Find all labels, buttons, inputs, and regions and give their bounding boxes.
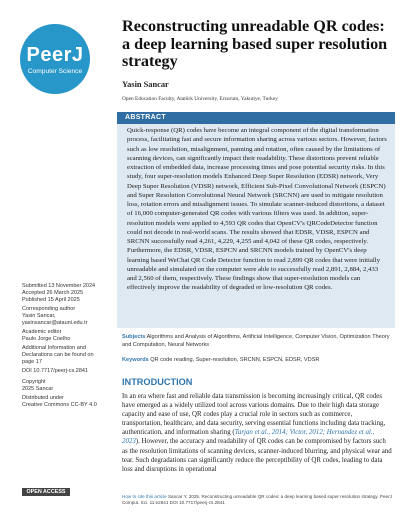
citation-footer xyxy=(122,494,392,506)
author-name[interactable]: Yasin Sancar xyxy=(122,80,169,89)
keywords-line xyxy=(122,357,392,363)
citation-text: Sancar Y. 2025. Reconstructing unreadable QR codes: a deep learning based super resolution strategy. PeerJ Comput. Sci. 11:e2841 DOI 10.7717/peerj-cs.2841 xyxy=(122,494,392,505)
article-info-sidebar xyxy=(22,283,112,409)
intro-text-part-2: ). However, the accuracy and readability of QR codes can be compromised by factors such as the resolution limitations of scanning devices, scanner-induced blurring, and physical wear and tear. Such degradations can significantly reduce the perceptibility of QR codes, leading to data loss and disruptions in operational xyxy=(122,438,392,473)
license-link[interactable]: Creative Commons CC-BY 4.0 xyxy=(22,402,97,408)
introduction-heading: INTRODUCTION xyxy=(122,377,193,387)
copyright-label: Copyright xyxy=(22,379,46,385)
copyright-holder: 2025 Sancar xyxy=(22,386,54,392)
accepted-date: Accepted 26 March 2025 xyxy=(22,290,84,296)
keywords-text: QR code reading, Super-resolution, SRCNN, ESPCN, EDSR, VDSR xyxy=(150,357,320,363)
author-affiliation: Open Education Faculty, Atatürk University, Erzurum, Yakutiye, Turkey xyxy=(122,96,278,102)
intro-text-part-1: In an era where fast and reliable data transmission is becoming increasingly critical, QR codes have emerged as a widely utilized tool across various domains. Due to their high data storage capacity and ease of use, QR codes play a crucial role in sectors such as commerce, transportation, healthcare, and data security, serving essential functions including data tracking, authentication, and information sharing ( xyxy=(122,393,386,437)
subjects-text[interactable]: Algorithms and Analysis of Algorithms, Artificial Intelligence, Computer Vision, Optimization Theory and Computation, Neural Networks xyxy=(122,334,390,348)
additional-info-line-2[interactable]: Declarations can be found on xyxy=(22,352,94,358)
peerj-logo xyxy=(20,24,90,100)
abstract-text: Quick-response (QR) codes have become an integral component of the digital transformation process, facilitating fast and secure information sharing across various sectors. However, factors such as low resolution, misalignment, panning and rotation, often caused by the limitations of scanning devices, can significantly impact their readability. These distortions prevent reliable extraction of embedded data, increase processing times and pose potential security risks. In this study, four super-resolution models Enhanced Deep Super Resolution (EDSR) network, Very Deep Super Resolution (VDSR) network, Efficient Sub-Pixel Convolutional Network (ESPCN) and Super Resolution Convolutional Neural Network (SRCNN) are used to mitigate resolution loss, rotation errors and misalignment issues. To simulate scanner-induced distortions, a dataset of 16,000 computer-generated QR codes with various filters was used. In addition, super-resolution models were applied to 4,593 QR codes that OpenCV's QRCodeDetector function could not decode in real-world scans. The results showed that EDSR, VDSR, ESPCN and SRCNN successfully read 4,261, 4,229, 4,255 and 4,042 of these QR codes, respectively. Furthermore, the EDSR, VDSR, ESPCN and SRCNN models trained by OpenCV's deep learning based WeChat QR Code Detector function to read 2,899 QR codes that were initially unreadable and simulated on the computer were able to successfully read 2,891, 2,884, 2,433 and 2,560 of them, respectively. These findings show that super-resolution models can effectively improve the readability of degraded or low-resolution QR codes. xyxy=(127,127,387,292)
doi-link[interactable]: DOI 10.7717/peerj-cs.2841 xyxy=(22,368,89,374)
how-to-cite-link[interactable]: How to cite this article xyxy=(122,494,167,499)
abstract-section xyxy=(117,112,395,328)
subjects-line xyxy=(122,334,392,350)
submitted-date: Submitted 13 November 2024 xyxy=(22,283,96,289)
keywords-label: Keywords xyxy=(122,357,149,363)
corresponding-author-email[interactable]: yasinsancar@atauni.edu.tr xyxy=(22,320,88,326)
intro-citation[interactable]: Tarjan et al., 2014; Victor, 2012; Hernandez et al., 2023 xyxy=(122,429,375,446)
additional-info-line-3[interactable]: page 17 xyxy=(22,359,42,365)
subjects-label: Subjects xyxy=(122,334,146,340)
logo-subtitle: Computer Science xyxy=(27,68,83,75)
paper-title: Reconstructing unreadable QR codes: a deep learning based super resolution strategy xyxy=(122,17,388,70)
logo-name: PeerJ xyxy=(26,44,84,66)
academic-editor-label: Academic editor xyxy=(22,329,62,335)
academic-editor-name: Paulo Jorge Coelho xyxy=(22,336,71,342)
open-access-badge: OPEN ACCESS xyxy=(22,488,70,496)
additional-info-line-1[interactable]: Additional Information and xyxy=(22,345,86,351)
abstract-heading: ABSTRACT xyxy=(117,112,395,124)
published-date: Published 15 April 2025 xyxy=(22,297,80,303)
corresponding-author-name: Yasin Sancar, xyxy=(22,313,56,319)
corresponding-author-label: Corresponding author xyxy=(22,306,76,312)
introduction-text xyxy=(122,392,392,474)
license-label: Distributed under xyxy=(22,395,64,401)
